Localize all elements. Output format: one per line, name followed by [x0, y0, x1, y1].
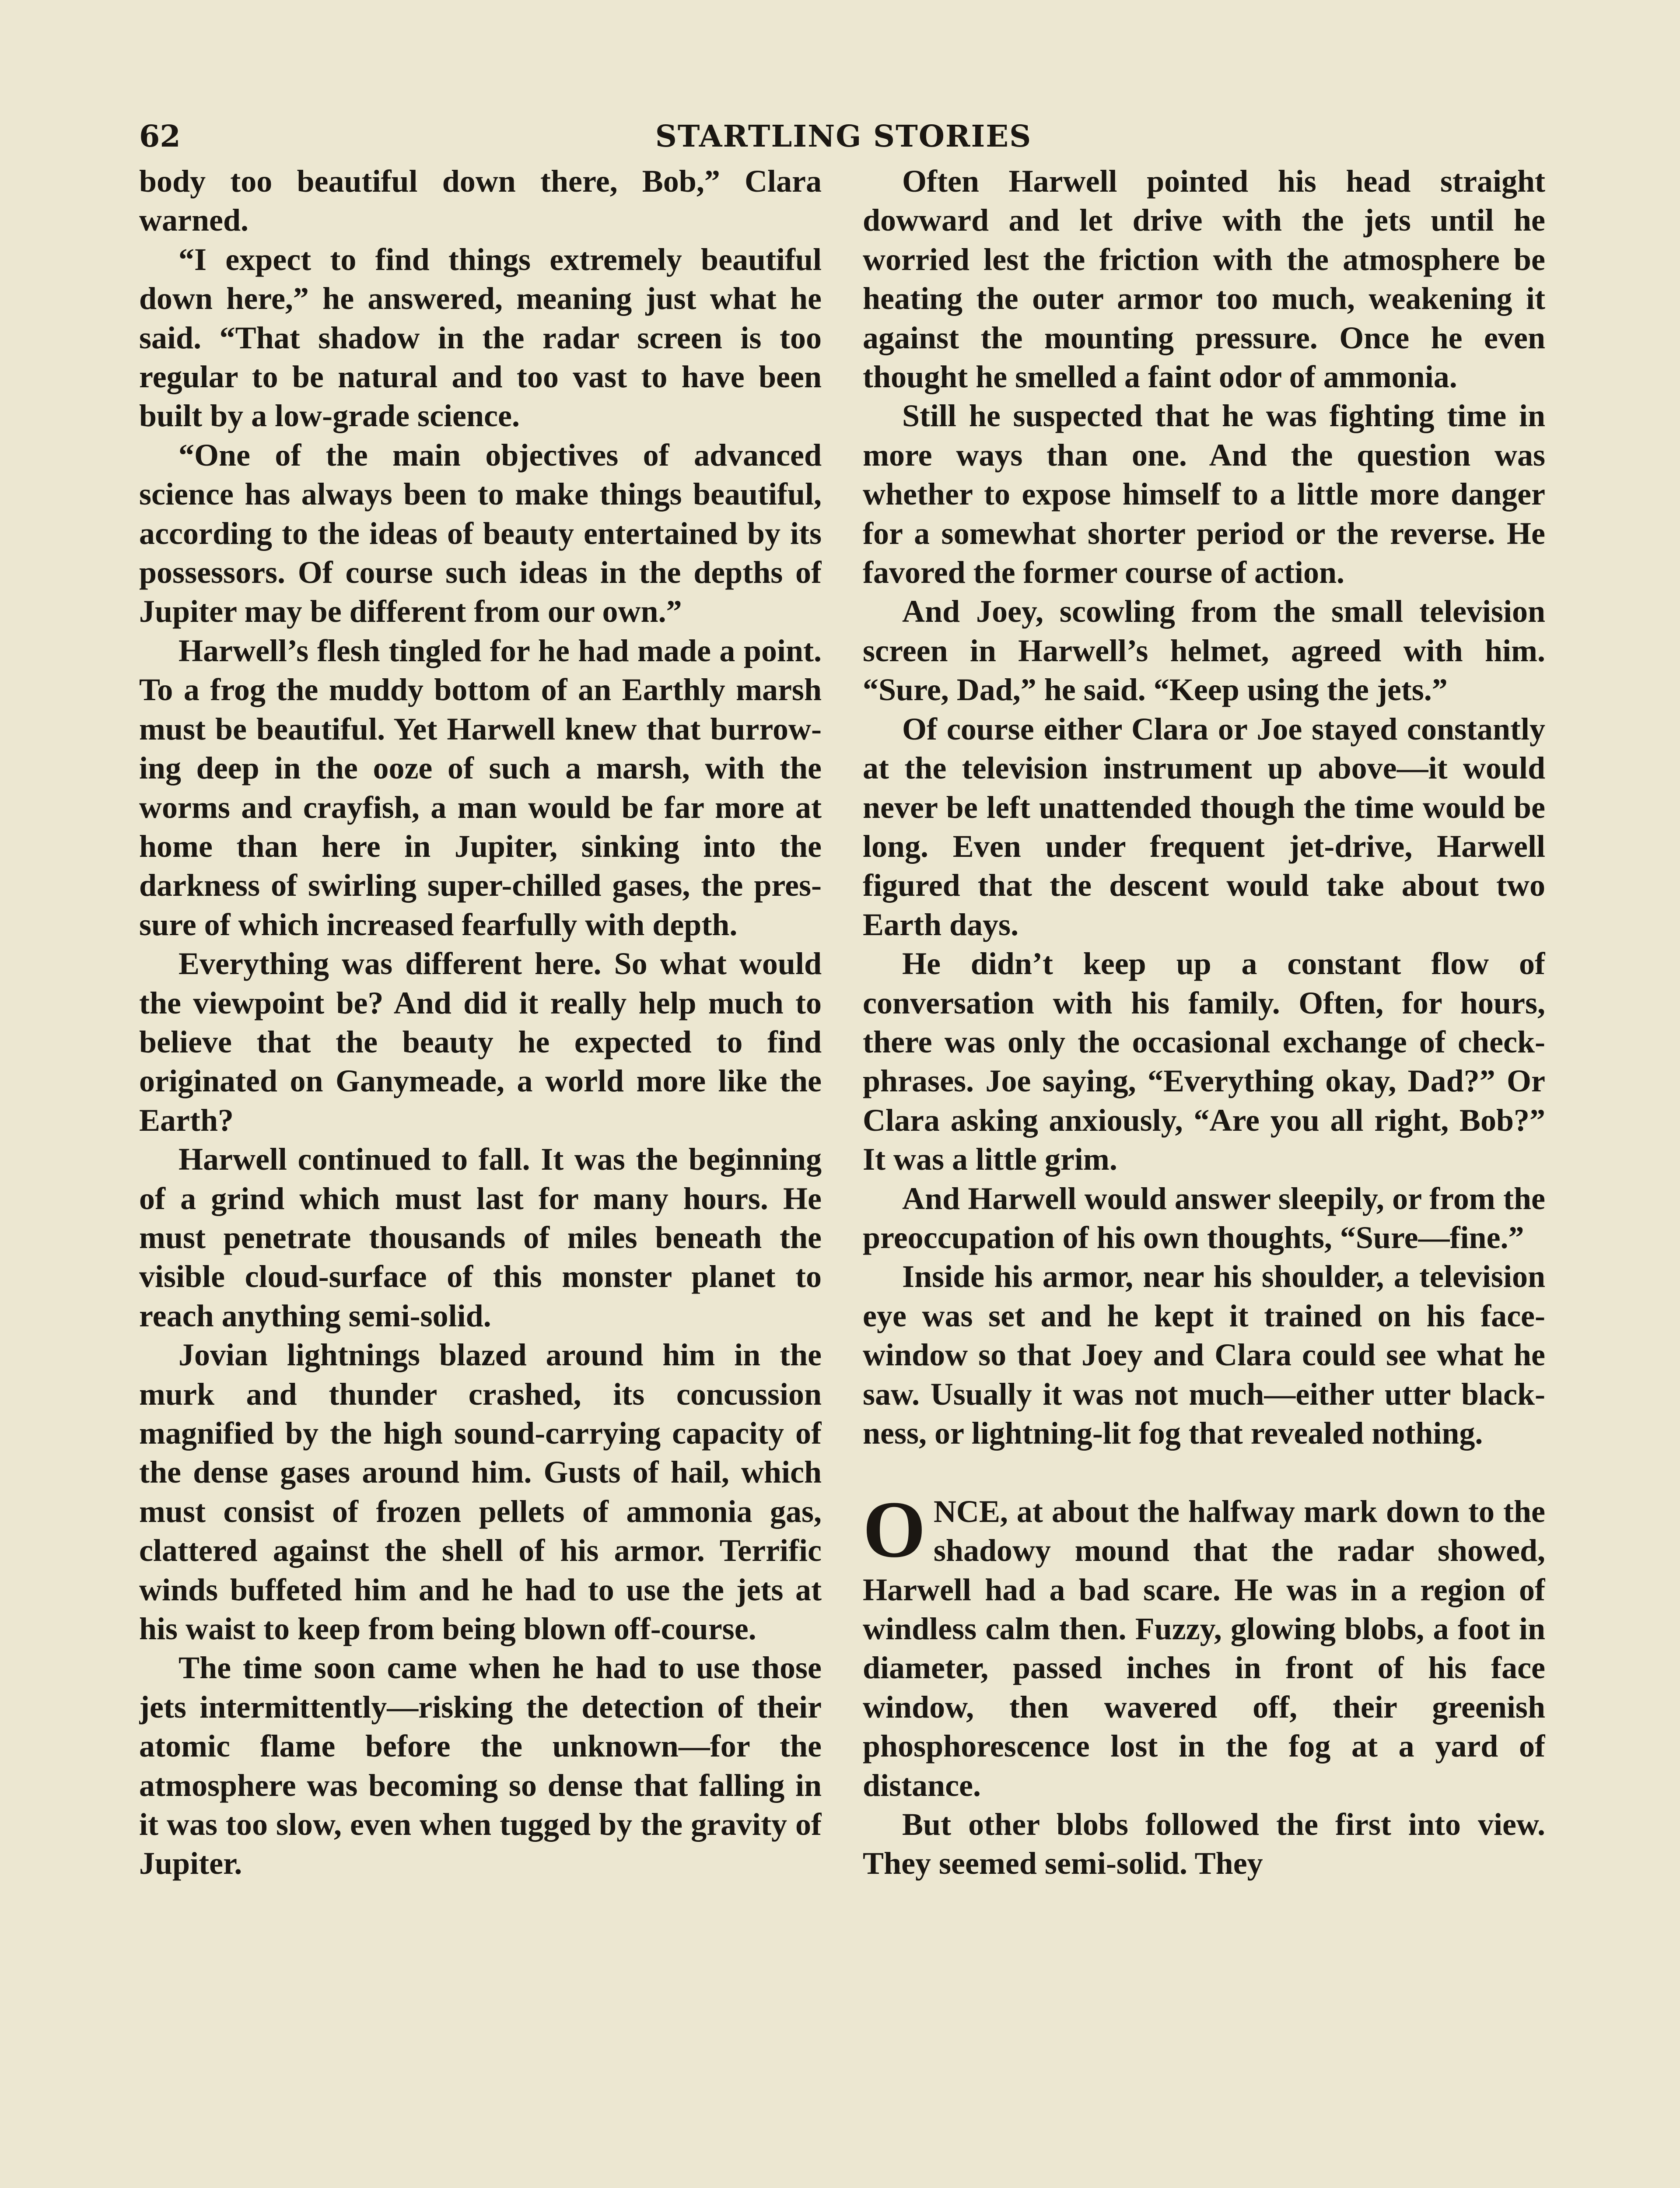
paragraph: Inside his armor, near his shoulder, a television eye was set and he kept it trained on his face-window so that Joey and Clara could see what he saw. Usually it was not much—either utter blackness, or lightning-lit fog that revealed nothing.: [863, 1259, 1545, 1451]
paragraph: And Harwell would answer sleepily, or from the preoccupation of his own thoughts, “Sure—fine.”: [863, 1181, 1545, 1255]
section-start-paragraph: [863, 1484, 1545, 1805]
paragraph: The time soon came when he had to use those jets intermittently—risking the detection of their atomic flame before the unknown—for the atmosphere was becoming so dense that falling in it was too slow, even when tugged by the gravity of Jupiter.: [139, 1650, 822, 1881]
paragraph: Still he suspected that he was fighting time in more ways than one. And the question was whether to expose himself to a little more danger for a somewhat shorter period or the reverse. He favored the former course of action.: [863, 398, 1545, 590]
left-column: [139, 162, 822, 2188]
paragraph: “One of the main objectives of advanced science has always been to make things beautiful, according to the ideas of beauty entertained by its possessors. Of course such ideas in the depths of Jupiter may be different from our own.”: [139, 437, 822, 629]
paragraph: Of course either Clara or Joe stayed constantly at the television instrument up above—it would never be left unattended though the time would be long. Even under frequent jet-drive, Harwell figured that the descent would take about two Earth days.: [863, 711, 1545, 942]
paragraph: Jovian lightnings blazed around him in the murk and thunder crashed, its concussion magnified by the high sound-carrying capacity of the dense gases around him. Gusts of hail, which must consist of frozen pellets of ammonia gas, clattered against the shell of his armor. Terrific winds buffeted him and he had to use the jets at his waist to keep from being blown off-course.: [139, 1337, 822, 1647]
paragraph: Everything was different here. So what would the viewpoint be? And did it really help much to believe that the beauty he expected to find originated on Ganymeade, a world more like the Earth?: [139, 946, 822, 1138]
right-column: [863, 162, 1545, 2188]
paragraph: He didn’t keep up a constant flow of conversation with his family. Often, for hours, there was only the occasional exchange of check-phrases. Joe saying, “Everything okay, Dad?” Or Clara asking anxiously, “Are you all right, Bob?” It was a little grim.: [863, 946, 1545, 1177]
drop-cap: O: [863, 1484, 926, 1574]
paragraph: And Joey, scowling from the small television screen in Harwell’s helmet, agreed with him. “Sure, Dad,” he said. “Keep using the jets.”: [863, 594, 1545, 708]
page-number: 62: [139, 119, 181, 154]
paragraph: “I expect to find things extremely beautiful down here,” he answered, meaning just what he said. “That shadow in the radar screen is too regular to be natural and too vast to have been built by a low-grade science.: [139, 242, 822, 434]
paragraph: Harwell continued to fall. It was the beginning of a grind which must last for many hours. He must penetrate thousands of miles beneath the visible cloud-surface of this monster planet to reach anything semi-solid.: [139, 1142, 822, 1333]
section-text: NCE, at about the halfway mark down to the shadowy mound that the radar showed, Harwell had a bad scare. He was in a region of windless calm then. Fuzzy, glowing blobs, a foot in diameter, passed inches in front of his face window, then wavered off, their greenish phosphorescence lost in the fog at a yard of distance.: [863, 1494, 1545, 1803]
paragraph: Often Harwell pointed his head straight dowward and let drive with the jets until he worried lest the friction with the atmosphere be heating the outer armor too much, weakening it against the mounting pressure. Once he even thought he smelled a faint odor of ammonia.: [863, 164, 1545, 395]
paragraph: body too beautiful down there, Bob,” Clara warned.: [139, 164, 822, 238]
paragraph: But other blobs followed the first into view. They seemed semi-solid. They: [863, 1807, 1545, 1881]
page-header: [139, 115, 1548, 158]
paragraph: Harwell’s flesh tingled for he had made a point. To a frog the muddy bottom of an Earthly marsh must be beautiful. Yet Harwell knew that burrowing deep in the ooze of such a marsh, with the worms and crayfish, a man would be far more at home than here in Jupiter, sinking into the darkness of swirling super-chilled gases, the pressure of which increased fearfully with depth.: [139, 633, 822, 942]
running-title: STARTLING STORIES: [655, 119, 1032, 154]
